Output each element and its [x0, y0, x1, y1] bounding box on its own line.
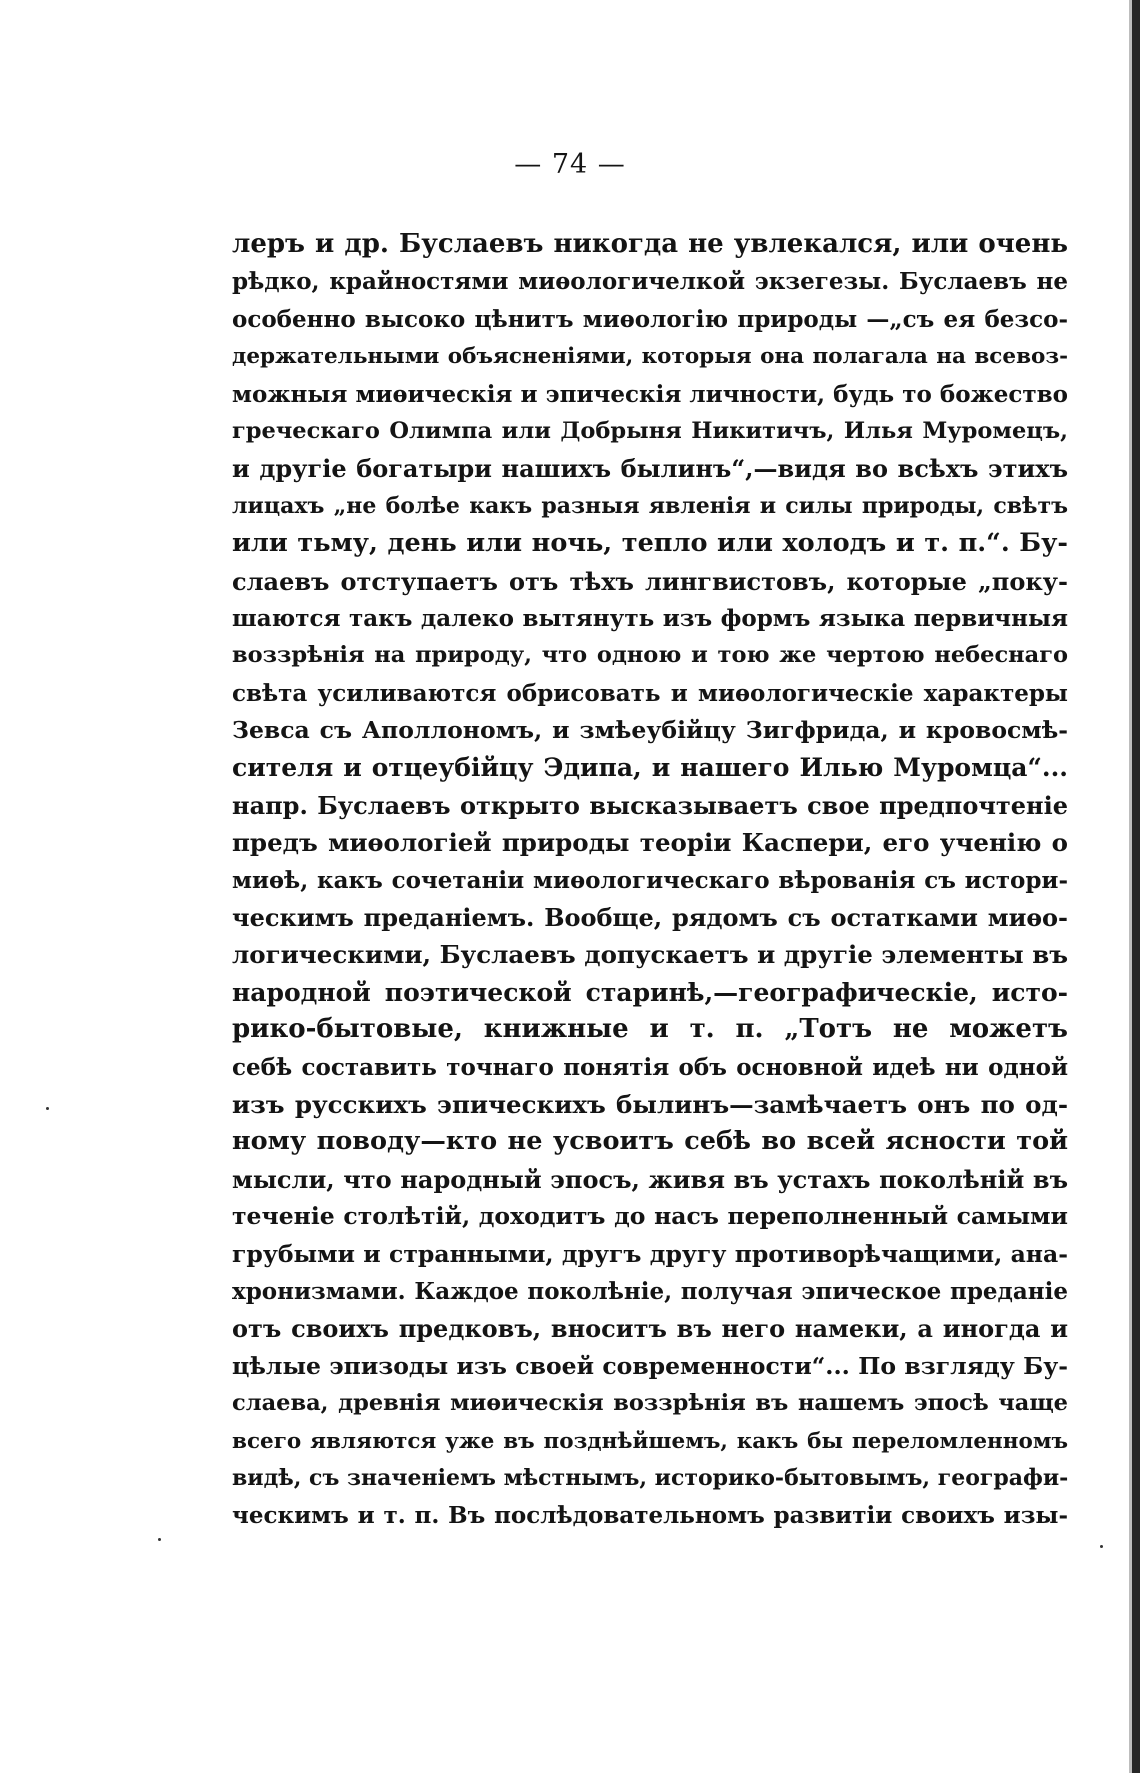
text-line: народной поэтической старинѣ,—географическіе, исто-: [232, 977, 1068, 1007]
scan-speck: [158, 1538, 161, 1541]
text-line: ческимъ и т. п. Въ послѣдовательномъ развитіи своихъ изы-: [232, 1502, 1068, 1530]
text-line: свѣта усиливаются обрисовать и миѳологическіе характеры: [232, 679, 1068, 707]
scan-speck: [1100, 1545, 1103, 1548]
text-line: теченіе столѣтій, доходитъ до насъ переполненный самыми: [232, 1202, 1068, 1231]
body-text: [232, 226, 1068, 1535]
text-line: напр. Буслаевъ открыто высказываетъ свое предпочтеніе: [232, 790, 1068, 820]
text-line: держательными объясненіями, которыя она полагала на всевоз-: [232, 344, 1068, 370]
text-line: изъ русскихъ эпическихъ былинъ—замѣчаетъ онъ по од-: [232, 1089, 1068, 1119]
text-line: особенно высоко цѣнитъ миѳологію природы —„съ ея безсо-: [232, 305, 1068, 333]
text-line: себѣ составить точнаго понятія объ основной идеѣ ни одной: [232, 1053, 1068, 1081]
text-line: можныя миѳическія и эпическія личности, будь то божество: [232, 380, 1068, 408]
text-line: шаются такъ далеко вытянуть изъ формъ языка первичныя: [232, 604, 1068, 632]
text-line: миѳѣ, какъ сочетаніи миѳологическаго вѣрованія съ истори-: [232, 866, 1068, 894]
text-line: мысли, что народный эпосъ, живя въ устахъ поколѣній въ: [232, 1164, 1068, 1194]
text-line: ческимъ преданіемъ. Вообще, рядомъ съ остатками миѳо-: [232, 903, 1068, 933]
text-line: видѣ, съ значеніемъ мѣстнымъ, историко-бытовымъ, географи-: [232, 1464, 1069, 1491]
text-line: леръ и др. Буслаевъ никогда не увлекался, или очень: [232, 229, 1068, 259]
text-line: ному поводу—кто не усвоитъ себѣ во всей ясности той: [232, 1126, 1068, 1157]
text-line: и другіе богатыри нашихъ былинъ“,—видя во всѣхъ этихъ: [232, 454, 1068, 484]
text-line: рѣдко, крайностями миѳологичелкой экзегезы. Буслаевъ не: [232, 268, 1068, 296]
text-line: логическими, Буслаевъ допускаетъ и другіе элементы въ: [232, 940, 1069, 970]
text-line: грубыми и странными, другъ другу противорѣчащими, ана-: [232, 1239, 1068, 1268]
text-line: всего являются уже въ позднѣйшемъ, какъ бы переломленномъ: [232, 1428, 1068, 1454]
text-line: предъ миѳологіей природы теоріи Каспери, его ученію о: [232, 828, 1068, 858]
scan-speck: [46, 1107, 49, 1110]
text-line: отъ своихъ предковъ, вноситъ въ него намеки, а иногда и: [232, 1314, 1068, 1344]
text-line: хронизмами. Каждое поколѣніе, получая эпическое преданіе: [232, 1277, 1068, 1305]
text-line: греческаго Олимпа или Добрыня Никитичъ, Илья Муромецъ,: [232, 417, 1068, 444]
text-line: слаева, древнія миѳическія воззрѣнія въ нашемъ эпосѣ чаще: [232, 1390, 1068, 1417]
text-line: слаевъ отступаетъ отъ тѣхъ лингвистовъ, которые „поку-: [232, 566, 1068, 596]
text-line: или тьму, день или ночь, тепло или холодъ и т. п.“. Бу-: [232, 528, 1068, 559]
text-line: цѣлые эпизоды изъ своей современности“... По взгляду Бу-: [232, 1351, 1068, 1380]
text-line: рико-бытовые, книжные и т. п. „Тотъ не можетъ: [232, 1014, 1068, 1045]
page-edge: [1132, 0, 1140, 1773]
page-number: — 74 —: [514, 149, 626, 180]
text-line: лицахъ „не болѣе какъ разныя явленія и силы природы, свѣтъ: [232, 492, 1068, 519]
text-line: сителя и отцеубійцу Эдипа, и нашего Илью Муромца“...: [232, 753, 1068, 783]
text-line: воззрѣнія на природу, что одною и тою же чертою небеснаго: [232, 642, 1068, 669]
text-line: Зевса съ Аполлономъ, и змѣеубійцу Зигфрида, и кровосмѣ-: [232, 716, 1068, 745]
